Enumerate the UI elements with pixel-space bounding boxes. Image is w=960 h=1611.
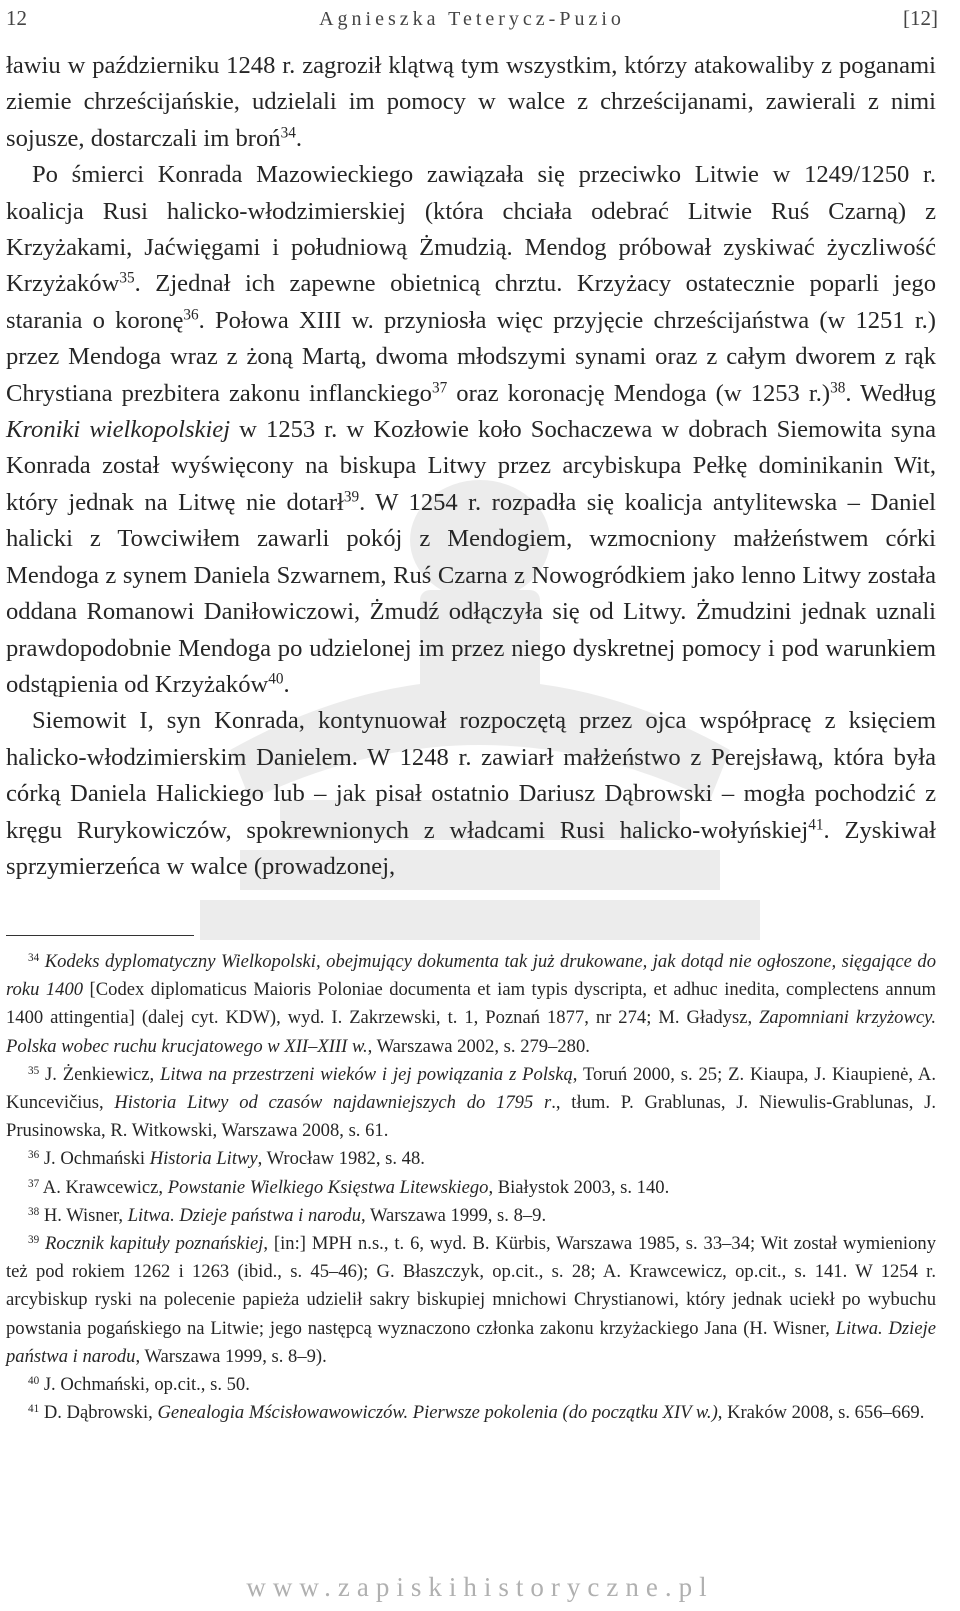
footnote <box>6 1371 936 1399</box>
italic-text: Litwa na przestrzeni wieków i jej powiązania z Polską <box>160 1063 573 1085</box>
footnote-ref: 39 <box>343 488 360 506</box>
italic-text: Litwa. Dzieje państwa i narodu <box>6 1317 936 1367</box>
text-run: , Toruń 2000, s. 25; Z. Kiaupa, J. Kiaupienė, A. Kuncevičius, <box>6 1063 936 1114</box>
text-run: J. Żenkiewicz, <box>45 1063 161 1085</box>
text-run: [Codex diplomaticus Maioris Poloniae documenta et iam typis dyscripta, et adhuc inedita, complectens annum 1400 attingentia] (dalej cyt. KDW), wyd. I. Zakrzewski, t. 1, Poznań 1877, nr 274; M. Gładysz, <box>6 979 936 1029</box>
italic-text: Rocznik kapituły poznańskiej <box>45 1233 264 1255</box>
journal-url-footer: www.zapiskihistoryczne.pl <box>246 1572 714 1602</box>
footnote <box>6 1202 936 1230</box>
footnote-number: 36 <box>28 1149 40 1162</box>
paragraph <box>6 48 936 157</box>
italic-text: Zapomniani krzyżowcy. Polska wobec ruchu krucjatowego w XII–XIII w. <box>6 1007 937 1057</box>
footnote-ref: 34 <box>280 124 296 142</box>
text-run: oraz koronację Mendoga (w 1253 r.) <box>447 379 831 407</box>
footnote-number: 39 <box>28 1233 40 1246</box>
italic-text: Litwa. Dzieje państwa i narodu <box>127 1204 362 1226</box>
footnotes <box>6 948 936 1427</box>
footnote-number: 34 <box>28 951 40 964</box>
text-run: A. Krawcewicz, <box>42 1176 168 1198</box>
footnote-separator <box>6 935 194 936</box>
text-run: ławiu w październiku 1248 r. zagroził klątwą tym wszystkim, którzy atakowaliby z poganami ziemie chrześcijańskie, udzielali im pomocy w walce z chrześcijanami, zawierali z nimi sojusze, dostarczali im broń <box>6 52 936 152</box>
footnote <box>6 1174 936 1202</box>
text-run: D. Dąbrowski, <box>43 1402 158 1424</box>
text-run: . W 1254 r. rozpadła się koalicja antylitewska – Daniel halicki z Towciwiłem zawarli pokój z Mendogiem, wzmocniony małżeństwem córki Mendoga z synem Daniela Szwarnem, Ruś Czarna z Nowogródkiem jako lenno Litwy została oddana Romanowi Daniłowiczowi, Żmudź odłączyła się od Litwy. Żmudzini jednak uznali prawdopodobnie Mendoga po udzielonej im przez niego dyskretnej pomocy i pod warunkiem odstąpienia od Krzyżaków <box>6 488 936 698</box>
footnote-number: 38 <box>28 1205 40 1218</box>
text-run: , Wrocław 1982, s. 48. <box>257 1148 425 1170</box>
paragraph <box>6 157 936 703</box>
footnote <box>6 1145 936 1173</box>
text-run: , Warszawa 2002, s. 279–280. <box>367 1035 590 1057</box>
text-run: . <box>283 670 290 698</box>
text-run: J. Ochmański <box>43 1148 150 1170</box>
italic-text: Powstanie Wielkiego Księstwa Litewskiego <box>167 1176 489 1198</box>
text-run: . Według <box>845 379 936 407</box>
footnote <box>6 1061 936 1146</box>
text-run: Po śmierci Konrada Mazowieckiego zawiązała się przeciwko Litwie w 1249/1250 r. koalicja Rusi halicko-włodzimierskiej (która chciała odebrać Litwie Ruś Czarną) z Krzyżakami, Jaćwięgami i południową Żmudzią. Mendog próbował zyskiwać życzliwość Krzyżaków <box>6 161 936 298</box>
footnote-ref: 41 <box>808 816 824 834</box>
footnote-number: 37 <box>28 1177 40 1190</box>
body-text <box>6 48 936 885</box>
footnote <box>6 948 936 1061</box>
text-run: . Zyskiwał sprzymierzeńca w walce (prowadzonej, <box>6 816 937 880</box>
footnote-number: 35 <box>28 1064 40 1077</box>
running-author: Agnieszka Teterycz-Puzio <box>319 8 625 30</box>
page-number: 12 <box>6 6 27 30</box>
footnote-ref: 37 <box>431 379 448 397</box>
italic-text: Historia Litwy <box>149 1148 258 1170</box>
text-run: , [in:] MPH n.s., t. 6, wyd. B. Kürbis, Warszawa 1985, s. 33–34; Wit został wymieniony też pod rokiem 1262 i 1263 (ibid., s. 45–46); G. Błaszczyk, op.cit., s. 28; A. Krawcewicz, op.cit., s. 141. W 1254 r. arcybiskup ryski na polecenie papieża udzielił sakry biskupiej mnichowi Chrystianowi, który jednak uciekł po wybuchu powstania pogańskiego na Litwie; jego następcą wyznaczono członka zakonu krzyżackiego Jana (H. Wisner, <box>6 1233 936 1339</box>
italic-text: Genealogia Mścisłowawowiczów. Pierwsze pokolenia (do początku XIV w.) <box>157 1402 718 1424</box>
text-run: Siemowit I, syn Konrada, kontynuował rozpoczętą przez ojca współpracę z księciem halicko-włodzimierskim Danielem. W 1248 r. zawiarł małżeństwo z Perejsławą, która była córką Daniela Halickiego lub – jak pisał ostatnio Dariusz Dąbrowski – mogła pochodzić z kręgu Rurykowiczów, spokrewnionych z władcami Rusi halicko-wołyńskiej <box>6 707 936 844</box>
text-run: ., tłum. P. Grablunas, J. Niewulis-Grablunas, J. Prusinowska, R. Witkowski, Warszawa 2008, s. 61. <box>6 1092 936 1142</box>
footnote <box>6 1230 936 1371</box>
text-run: , Warszawa 1999, s. 8–9). <box>135 1345 327 1367</box>
italic-text: Historia Litwy od czasów najdawniejszych do 1795 r <box>114 1092 552 1114</box>
text-run: . Połowa XIII w. przyniosła więc przyjęcie chrześcijaństwa (w 1251 r.) przez Mendoga wraz z żoną Martą, dwoma młodszymi synami oraz z całym dworem z rąk Chrystiana prezbitera zakonu inflanckiego <box>6 306 937 407</box>
footnote-number: 41 <box>28 1403 40 1416</box>
original-page-number: [12] <box>903 6 938 30</box>
text-run: H. Wisner, <box>43 1204 128 1226</box>
footnote-ref: 38 <box>830 379 846 397</box>
text-run: . Zjednał ich zapewne obietnicą chrztu. Krzyżacy ostatecznie poparli jego starania o koronę <box>6 270 936 334</box>
footnote <box>6 1399 936 1427</box>
text-run: J. Ochmański, op.cit., s. 50. <box>43 1374 250 1396</box>
italic-text: Kroniki wielkopolskiej <box>6 416 231 444</box>
paragraph <box>6 703 936 885</box>
text-run: , Warszawa 1999, s. 8–9. <box>361 1204 547 1226</box>
footnote-ref: 40 <box>268 670 284 688</box>
italic-text: Kodeks dyplomatyczny Wielkopolski, obejmujący dokumenta tak już drukowane, jak dotąd nie ogłoszone, sięgające do roku 1400 <box>6 951 936 1001</box>
footnote-ref: 35 <box>119 270 135 288</box>
footnote-number: 40 <box>28 1374 40 1387</box>
text-run: , Białystok 2003, s. 140. <box>488 1176 670 1198</box>
text-run: . <box>295 124 302 152</box>
text-run: w 1253 r. w Kozłowie koło Sochaczewa w dobrach Siemowita syna Konrada został wyświęcony na biskupa Litwy przez arcybiskupa Pełkę dominikanin Wit, który jednak na Litwę nie dotarł <box>6 416 936 516</box>
footnote-ref: 36 <box>183 306 199 324</box>
text-run: , Kraków 2008, s. 656–669. <box>717 1402 925 1424</box>
running-header <box>6 4 938 34</box>
